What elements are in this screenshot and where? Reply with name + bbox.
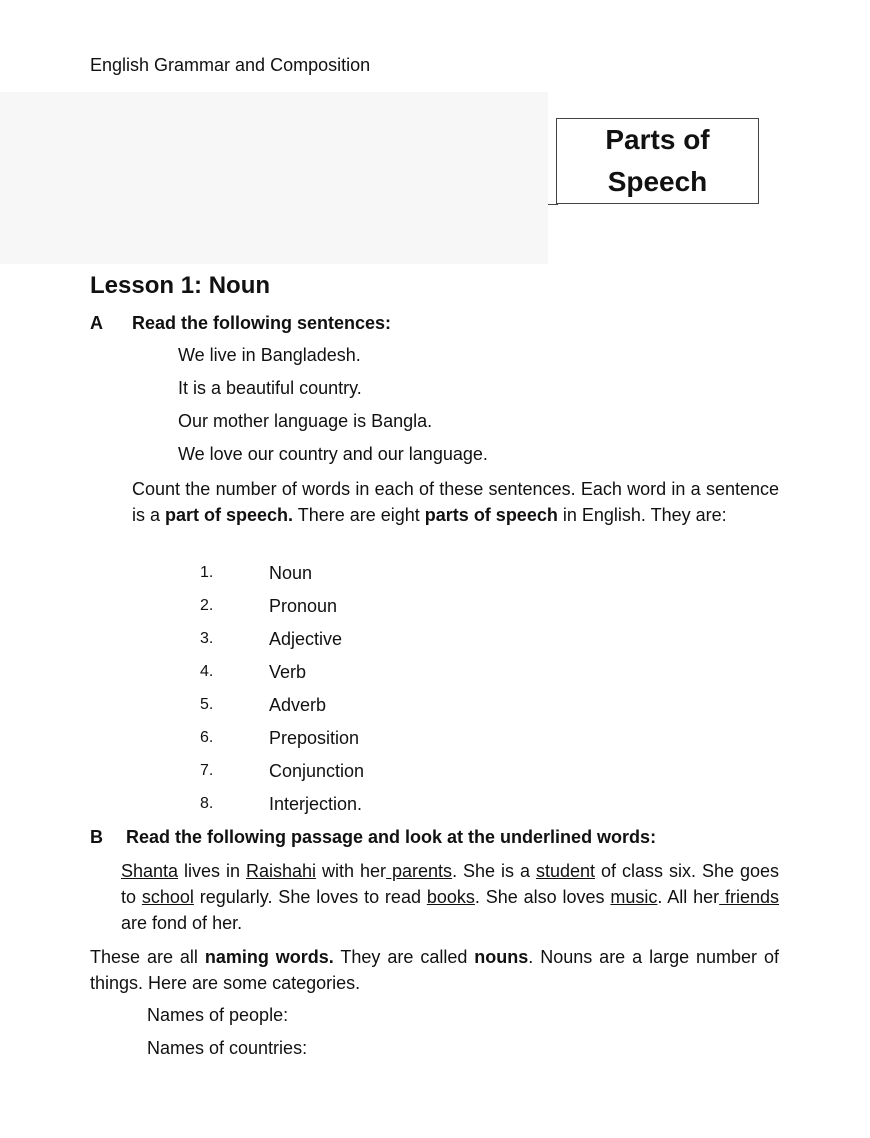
list-number: 1. (200, 564, 214, 581)
parts-of-speech-paragraph: Count the number of words in each of these sentences. Each word in a sentence is a part of speech. There are eight parts of speech in English. They are: (132, 479, 779, 525)
running-header: English Grammar and Composition (90, 55, 371, 75)
chapter-title-line1: Parts of (605, 124, 710, 155)
category-people: Names of people: (147, 1005, 289, 1025)
section-a-letter: A (90, 313, 103, 333)
list-item: Adjective (269, 629, 343, 649)
title-rule (548, 204, 558, 205)
sentence: It is a beautiful country. (178, 378, 362, 398)
noun-passage: Shanta lives in Raishahi with her parents. She is a student of class six. She goes to school regularly. She loves to read books. She also loves music. All her friends are fond of her. (121, 861, 780, 933)
underlined-noun: school (141, 887, 194, 907)
list-item: Interjection. (269, 794, 363, 814)
list-item: Pronoun (269, 596, 338, 616)
list-item: Preposition (269, 728, 360, 748)
list-item: Conjunction (269, 761, 365, 781)
list-number: 2. (200, 597, 214, 614)
underlined-noun: books (426, 887, 475, 907)
underlined-noun: friends (719, 887, 780, 907)
list-number: 8. (200, 795, 214, 812)
category-countries: Names of countries: (147, 1038, 308, 1058)
underlined-noun: music (610, 887, 658, 907)
list-item: Adverb (269, 695, 327, 715)
list-number: 3. (200, 630, 214, 647)
list-number: 5. (200, 696, 214, 713)
list-number: 6. (200, 729, 214, 746)
chapter-title-box (556, 118, 759, 204)
list-number: 4. (200, 663, 214, 680)
list-number: 7. (200, 762, 214, 779)
underlined-noun: student (536, 861, 596, 881)
chapter-title-line2: Speech (607, 166, 708, 197)
list-item: Verb (269, 662, 307, 682)
list-item: Noun (269, 563, 313, 583)
sentence: We love our country and our language. (178, 444, 488, 464)
header-shade (0, 92, 548, 264)
underlined-noun: Raishahi (246, 861, 317, 881)
lesson-title: Lesson 1: Noun (90, 272, 271, 299)
sentence: We live in Bangladesh. (178, 345, 361, 365)
section-b-letter: B (90, 827, 103, 847)
underlined-noun: parents (386, 861, 453, 881)
sentence: Our mother language is Bangla. (178, 411, 433, 431)
naming-words-paragraph: These are all naming words. They are called nouns. Nouns are a large number of things. Here are some categories. (90, 947, 779, 993)
underlined-noun: Shanta (121, 861, 179, 881)
section-a-heading: Read the following sentences: (132, 313, 392, 333)
section-b-heading: Read the following passage and look at the underlined words: (126, 827, 657, 847)
